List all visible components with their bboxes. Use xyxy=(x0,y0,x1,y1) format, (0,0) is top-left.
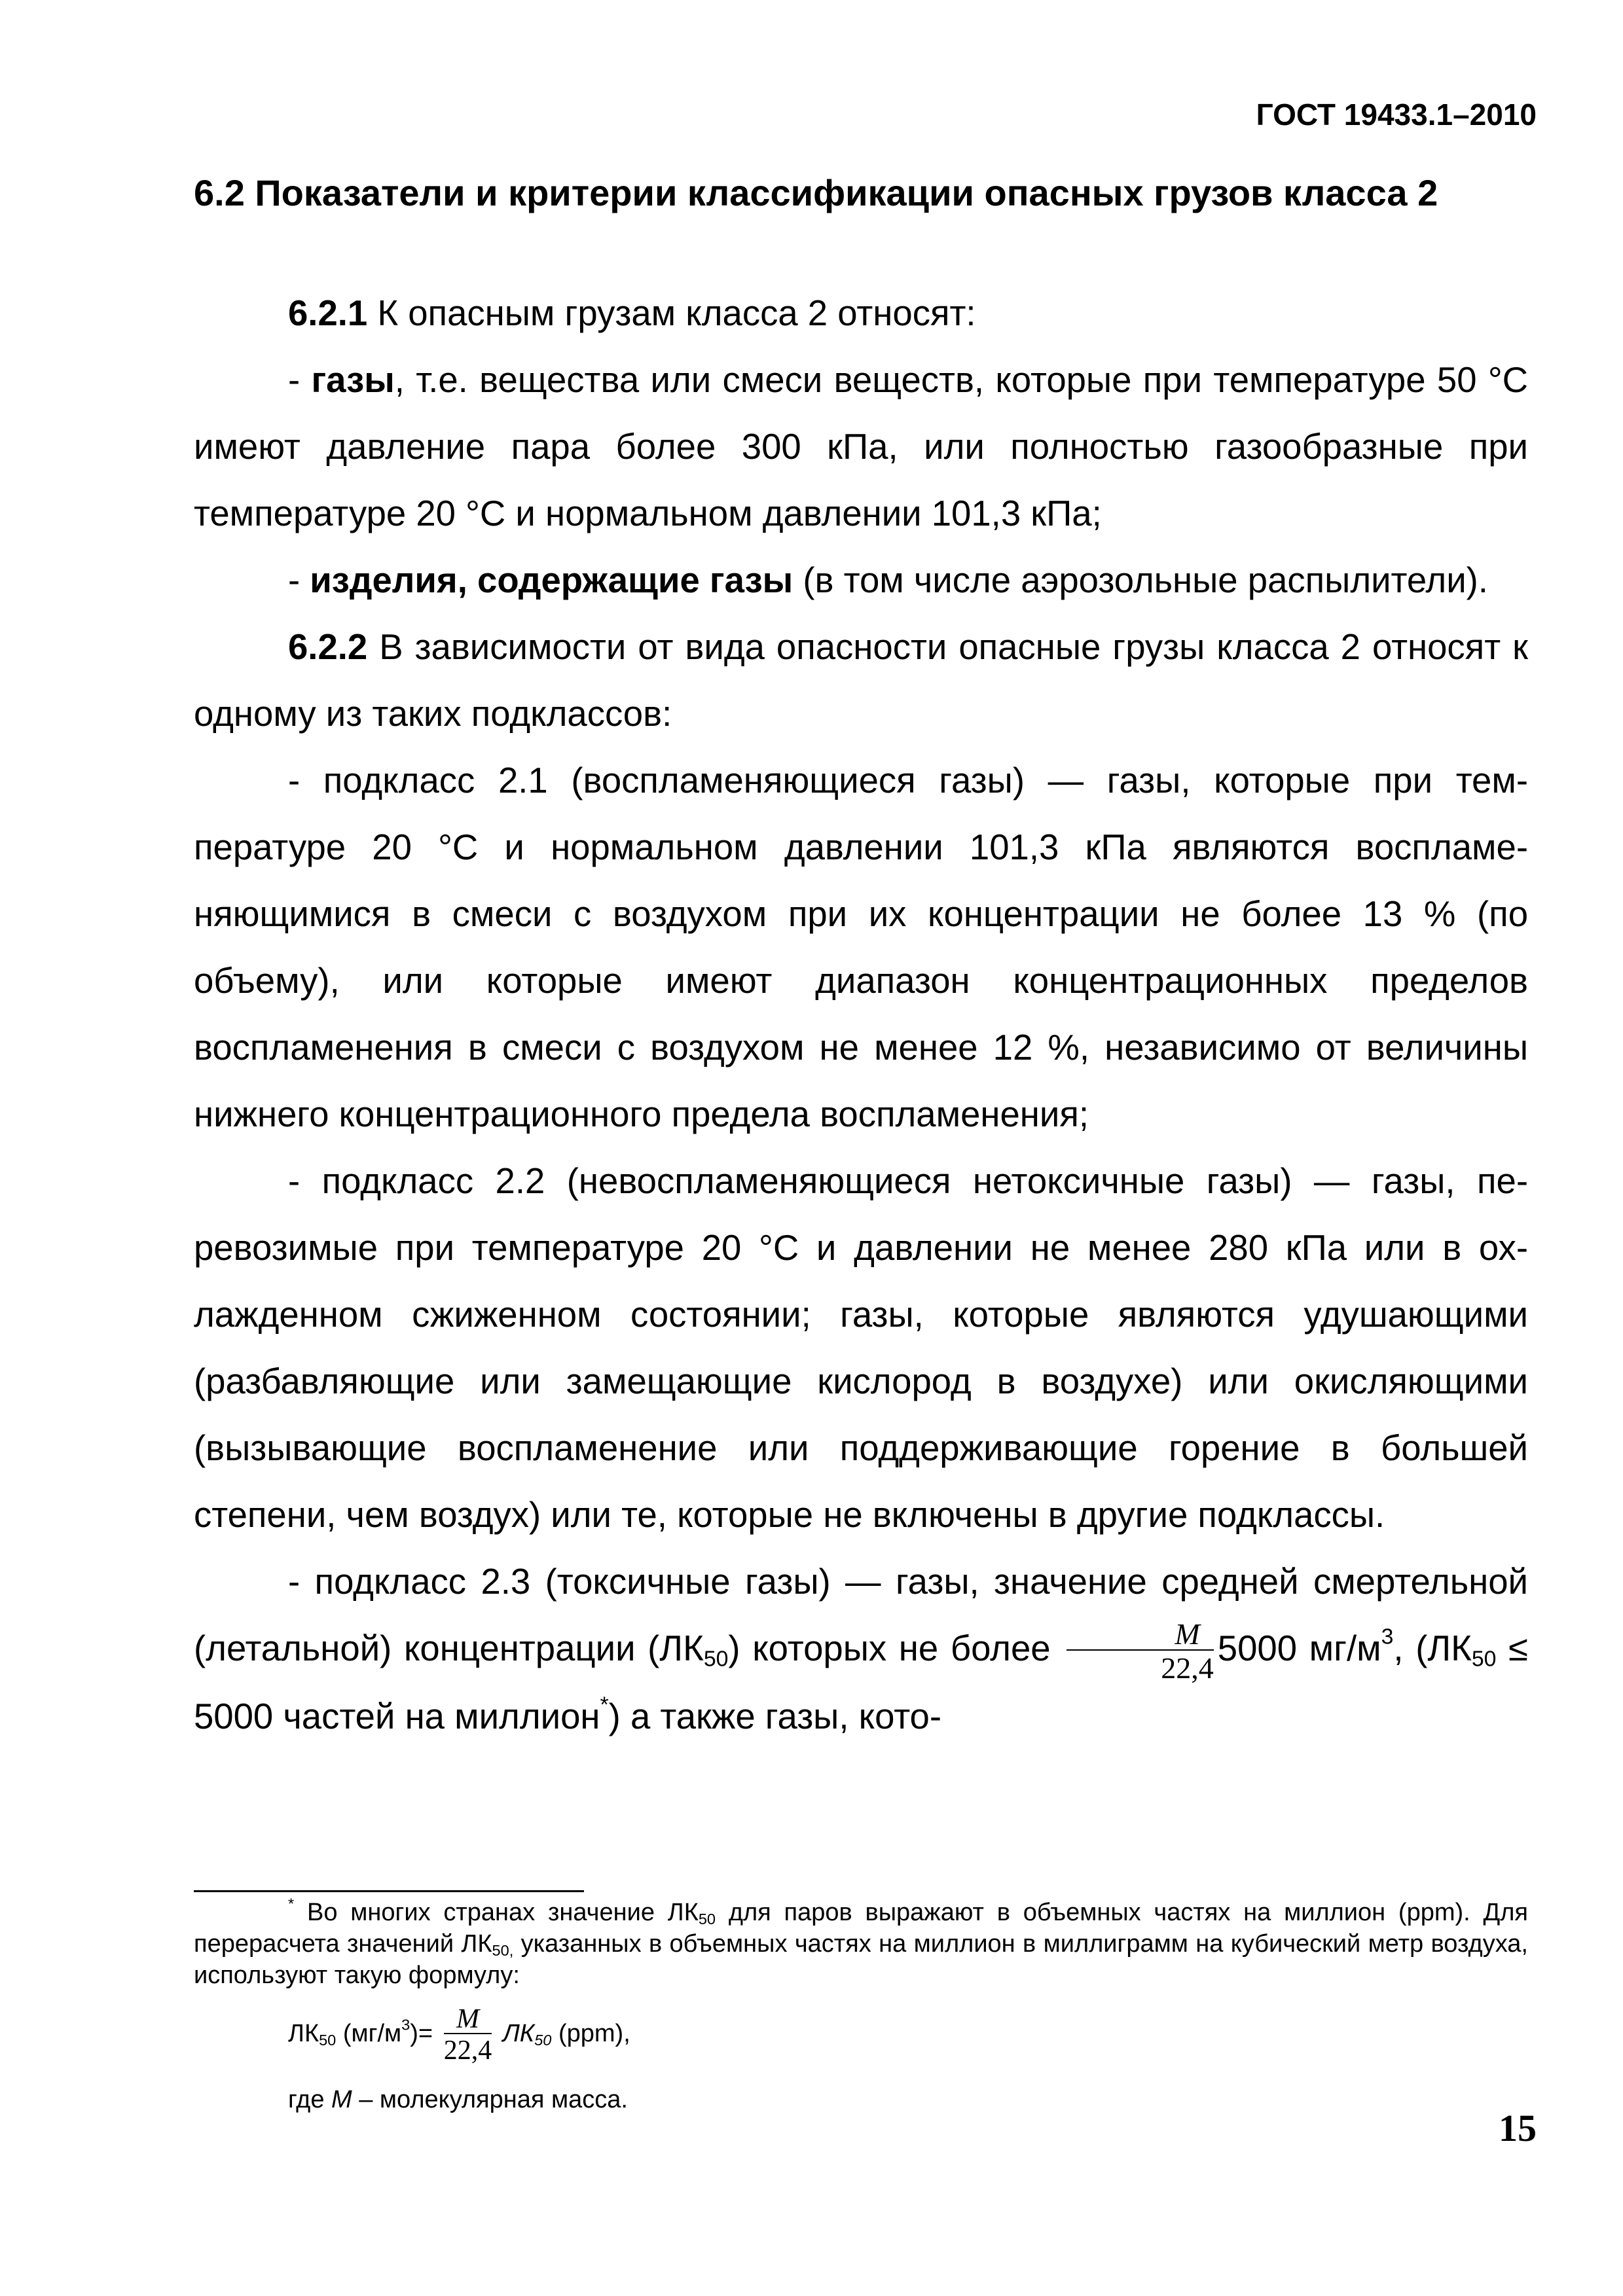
footnote-ref: * xyxy=(600,1692,609,1717)
document-id: ГОСТ 19433.1–2010 xyxy=(1256,98,1537,132)
subscript: 50 xyxy=(1471,1646,1497,1672)
text-run: указанных в объемных частях на миллион в миллиграмм на кубический метр воздуха, используют такую формулу: xyxy=(194,1930,1528,1989)
text-run: ) а также газы, кото- xyxy=(608,1696,942,1736)
paragraph-articles xyxy=(194,547,1528,614)
text-run: где xyxy=(288,2086,332,2113)
paragraph-subclass-2-2: - подкласс 2.2 (невоспламеняющиеся нетоксичные газы) — газы, перевозимые при температуре 20 °С и давлении не менее 280 кПа или в охлажденном сжиженном состоянии; газы, которые являются удушающими (разбавляющие или замещающие кислород в воздухе) или окисляющими (вызывающие воспламенение или поддерживающие горение в большей степени, чем воздух) или те, которые не включены в другие подклассы. xyxy=(194,1161,1528,1535)
text-run: ЛК xyxy=(288,2020,319,2048)
conversion-formula xyxy=(288,2005,1528,2064)
fraction-numerator: M xyxy=(444,2005,492,2034)
fraction-denominator: 22,4 xyxy=(1161,1651,1214,1685)
page-number: 15 xyxy=(1499,2107,1537,2149)
paragraph-subclass-2-3 xyxy=(194,1549,1528,1750)
clause-number: 6.2.1 xyxy=(288,293,368,333)
paragraph-text: К опасным грузам класса 2 относят: xyxy=(367,293,976,333)
text-run: (мг/м xyxy=(336,2020,402,2048)
text-run: для паров выражают в объемных частях на миллион (ppm). Для перерасчета значений ЛК xyxy=(194,1899,1528,1958)
subscript: 50, xyxy=(492,1941,514,1959)
text-run: )= xyxy=(410,2020,440,2048)
fraction-numerator: M xyxy=(1067,1619,1214,1651)
variable: M xyxy=(331,2086,352,2113)
formula-legend xyxy=(288,2084,1528,2115)
text-run: Во многих странах значение ЛК xyxy=(294,1899,699,1926)
section-title: 6.2 Показатели и критерии классификации опасных грузов класса 2 xyxy=(194,172,1438,213)
list-dash: - xyxy=(288,560,310,600)
fraction xyxy=(444,2005,492,2064)
footnote-separator xyxy=(194,1890,584,1892)
term-articles: изделия, содержащие газы xyxy=(310,560,793,600)
footnote-text xyxy=(194,1897,1528,1991)
paragraph-text: , т.е. вещества или смеси веществ, которые при температуре 50 °С имеют давление пара более 300 кПа, или полностью газообразные при температуре 20 °С и нормальном давлении 101,3 кПа; xyxy=(194,360,1528,533)
footnote-mark: * xyxy=(288,1895,295,1912)
main-text xyxy=(194,280,1528,1750)
paragraph-6-2-2 xyxy=(194,614,1528,747)
text-run: - подкласс 2.3 (токсичные газы) — газы, значение средней смертельной (летальной) концентрации (ЛК xyxy=(194,1562,1528,1668)
text-run: (ppm), xyxy=(551,2020,630,2048)
fraction-denominator: 22,4 xyxy=(443,2036,492,2066)
paragraph-6-2-1 xyxy=(194,280,1528,347)
superscript: 3 xyxy=(401,2016,410,2034)
subscript: 50 xyxy=(319,2031,337,2049)
term-gases: газы xyxy=(311,360,395,400)
paragraph-gases xyxy=(194,347,1528,547)
superscript: 3 xyxy=(1381,1624,1394,1649)
footnote xyxy=(194,1897,1528,2115)
text-run: 5000 мг/м xyxy=(1217,1628,1381,1668)
text-run: ЛК xyxy=(502,2020,535,2048)
subscript: 50 xyxy=(534,2031,552,2049)
paragraph-subclass-2-1: - подкласс 2.1 (воспламеняющиеся газы) — газы, которые при температуре 20 °С и нормальном давлении 101,3 кПа являются воспламеняющимися в смеси с воздухом при их концентрации не более 13 % (по объему), или которые имеют диапазон концентрационных пределов воспламенения в смеси с воздухом не менее 12 %, независимо от величины нижнего концентрационного предела воспламенения; xyxy=(194,761,1528,1134)
clause-number: 6.2.2 xyxy=(288,627,368,667)
paragraph-text: (в том числе аэрозольные распылители). xyxy=(793,560,1488,600)
fraction xyxy=(1067,1619,1214,1683)
text-run: , (ЛК xyxy=(1393,1628,1472,1668)
list-dash: - xyxy=(288,360,312,400)
text-run: ) которых не более xyxy=(728,1628,1063,1668)
text-run: – молекулярная масса. xyxy=(352,2086,628,2113)
paragraph-text: В зависимости от вида опасности опасные грузы класса 2 относят к одному из таких подклассов: xyxy=(194,627,1528,734)
subscript: 50 xyxy=(703,1646,729,1672)
subscript: 50 xyxy=(698,1910,716,1928)
text-run: ≤ 5000 частей на миллион xyxy=(194,1628,1529,1736)
